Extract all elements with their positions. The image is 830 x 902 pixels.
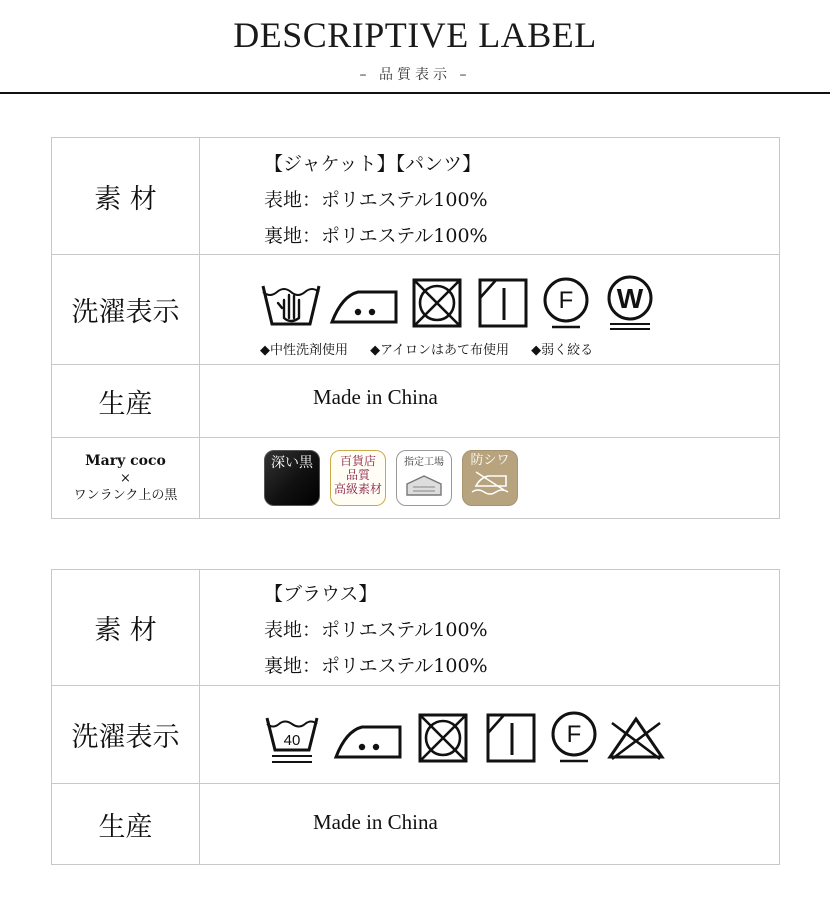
material-header: 素 材 (52, 570, 200, 685)
designated-factory-badge (396, 450, 452, 506)
material-outer: 表地：ポリエステル100% (264, 619, 488, 641)
material-item-title: 【ブラウス】 (264, 583, 378, 605)
page-title: DESCRIPTIVE LABEL (233, 15, 597, 55)
material-outer: 表地：ポリエステル100% (264, 189, 488, 211)
brand-header (52, 438, 200, 518)
origin-row (52, 784, 779, 864)
page-subtitle: – 品質表示 – (359, 67, 471, 83)
origin-row (52, 365, 779, 438)
brand-tagline: ワンランク上の黒 (73, 487, 178, 503)
care-note-wring: ◆弱く絞る (531, 343, 594, 358)
svg-text:F: F (558, 287, 574, 314)
material-cell (200, 570, 779, 685)
badge3-label: 指定工場 (404, 457, 444, 468)
svg-text:W: W (616, 283, 644, 314)
wet-clean-w-icon (604, 275, 656, 331)
department-store-quality-badge (330, 450, 386, 506)
no-tumble-dry-icon (412, 278, 462, 328)
anti-wrinkle-badge (462, 450, 518, 506)
wash-40-gentle-icon (264, 712, 320, 764)
brand-row (52, 438, 779, 518)
brand-name: Mary coco (85, 452, 166, 469)
care-cell (200, 686, 779, 783)
care-cell (200, 255, 779, 364)
line-dry-shade-icon (486, 713, 536, 763)
care-row (52, 255, 779, 365)
care-header: 洗濯表示 (52, 255, 200, 364)
brand-cell (200, 438, 779, 518)
care-row (52, 686, 779, 784)
origin-value: Made in China (313, 385, 438, 409)
material-row (52, 570, 779, 686)
badge2-line3: 高級素材 (333, 482, 382, 496)
header-divider (0, 92, 830, 94)
material-item-title: 【ジャケット】【パンツ】 (264, 153, 482, 175)
no-tumble-dry-icon (418, 713, 468, 763)
material-header: 素 材 (52, 138, 200, 254)
quality-table-blouse (51, 569, 780, 865)
svg-text:F: F (566, 721, 582, 748)
deep-black-badge (264, 450, 320, 506)
origin-header: 生産 (52, 365, 200, 437)
factory-icon (404, 470, 444, 498)
care-note-iron: ◆アイロンはあて布使用 (370, 343, 509, 358)
no-bleach-icon (606, 713, 666, 763)
material-lining: 裏地：ポリエステル100% (264, 655, 488, 677)
deep-black-label: 深い黒 (271, 455, 313, 471)
badge2-line2: 品質 (345, 468, 370, 482)
origin-value: Made in China (313, 810, 438, 834)
wash-temperature: 40 (283, 732, 301, 749)
badge2-line1: 百貨店 (339, 454, 376, 468)
brand-cross: × (120, 470, 131, 486)
origin-header: 生産 (52, 784, 200, 864)
material-row (52, 138, 779, 255)
material-cell (200, 138, 779, 254)
quality-table-jacket-pants (51, 137, 780, 519)
care-note-detergent: ◆中性洗剤使用 (260, 343, 348, 358)
hand-wash-icon (260, 278, 322, 328)
material-lining: 裏地：ポリエステル100% (264, 225, 488, 247)
origin-cell (200, 365, 779, 437)
line-dry-shade-icon (478, 278, 528, 328)
badge4-label: 防シワ (470, 453, 510, 468)
dry-clean-f-icon (548, 710, 600, 766)
origin-cell (200, 784, 779, 864)
anti-wrinkle-iron-icon (468, 468, 512, 498)
iron-medium-icon (328, 278, 400, 328)
dry-clean-f-icon (540, 276, 592, 330)
care-header: 洗濯表示 (52, 686, 200, 783)
iron-medium-icon (332, 713, 404, 763)
